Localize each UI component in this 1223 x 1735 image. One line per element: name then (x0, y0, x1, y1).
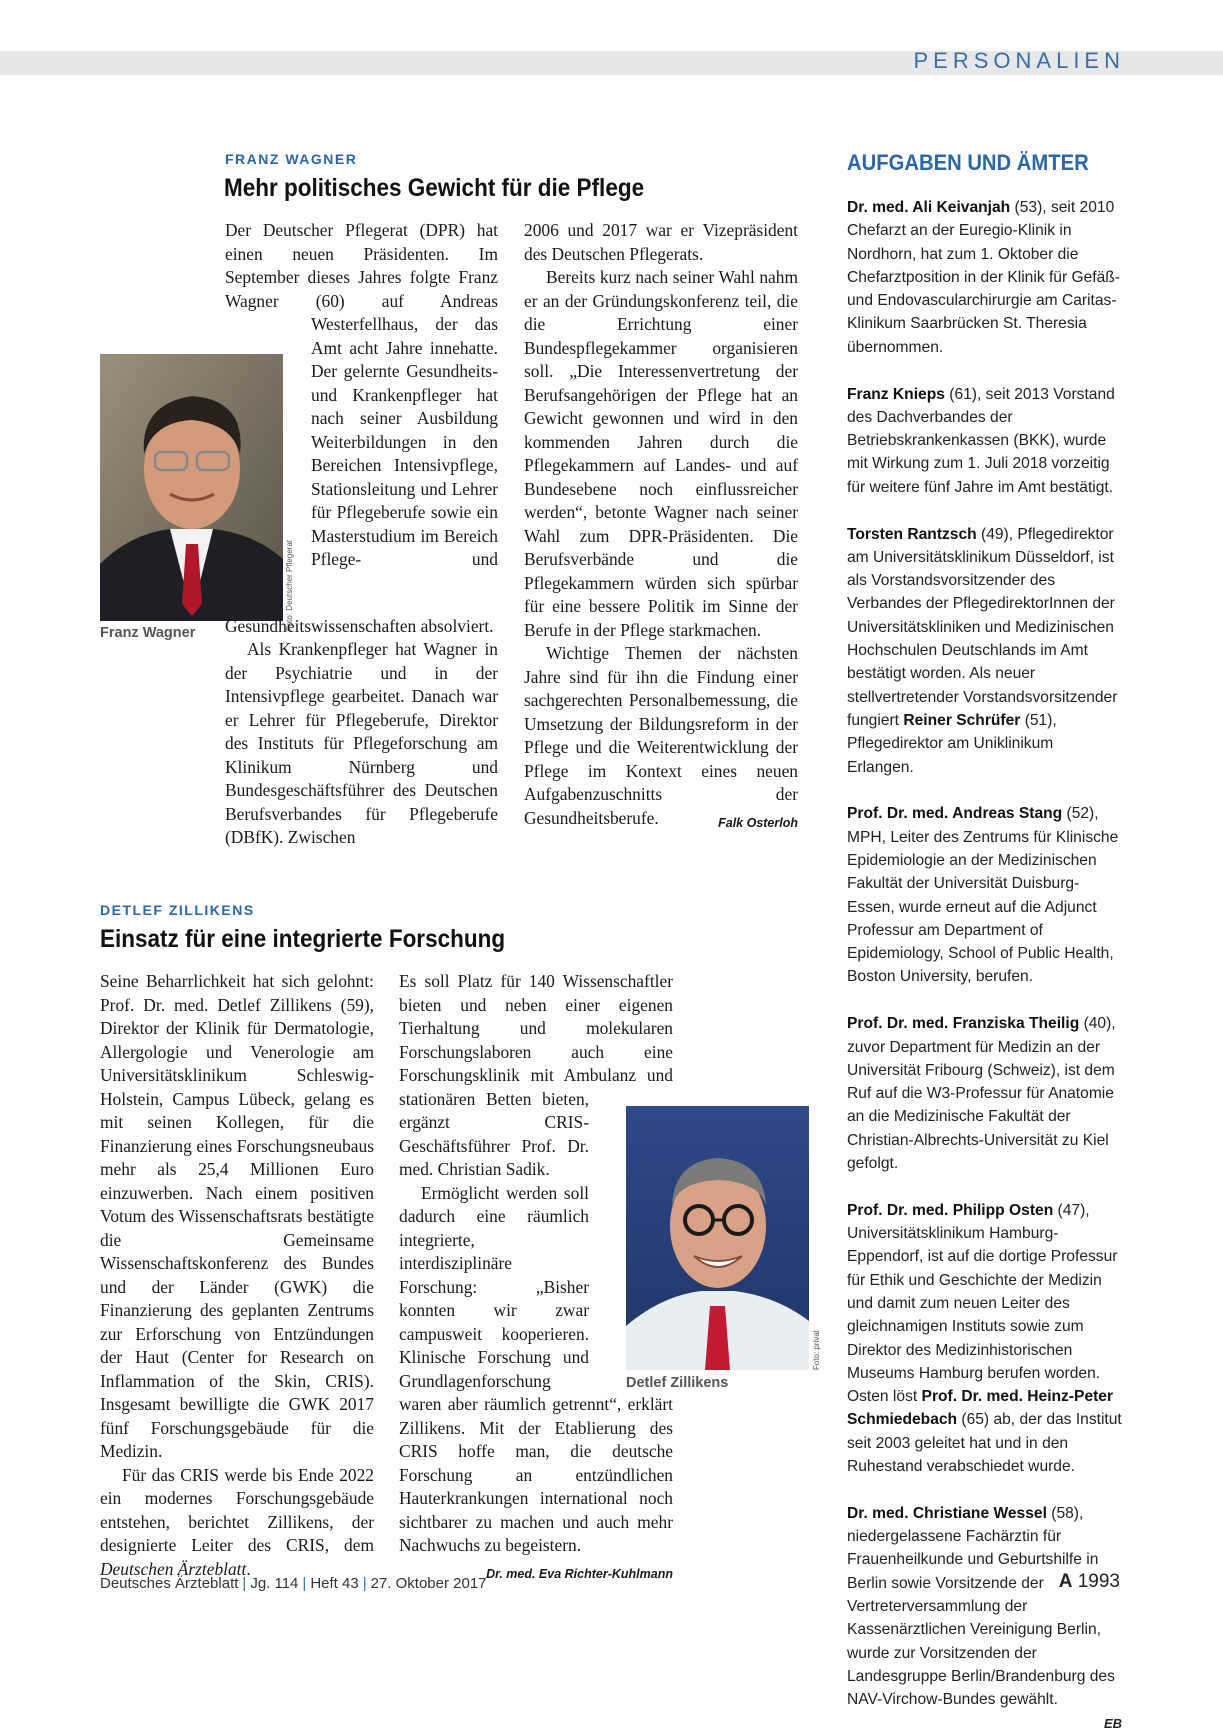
article1-paragraph (524, 642, 798, 830)
footer-date: 27. Oktober 2017 (370, 1575, 487, 1592)
footer-separator: | (302, 1575, 307, 1592)
article2-column-2 (399, 970, 673, 1586)
article1-paragraph: 2006 und 2017 war er Vizepräsident des Deutschen Pflegerats. (524, 220, 798, 264)
sidebar-entry (847, 196, 1122, 359)
sidebar-signature: EB (1103, 1715, 1122, 1731)
person-name: Franz Knieps (847, 385, 945, 403)
article1-paragraph: Der Deutscher Pflegerat (DPR) hat einen neuen Präsidenten. Im September dieses Jahres folgte Franz Wagner (60) auf Andreas Westerfellhaus, der das Amt acht Jahre innehatte. Der gelernte Gesundheits- und Krankenpfleger hat nach seiner Ausbildung Weiterbildungen in den Bereichen Intensivpflege, Stationsleitung und Lehrer für Pflegeberufe sowie ein Masterstudium im Bereich Pflege- und Gesundheitswissenschaften absolviert. (225, 220, 498, 636)
sidebar-entry (847, 1199, 1122, 1479)
person-name: Dr. med. Christiane Wessel (847, 1504, 1047, 1522)
person-name: Prof. Dr. med. Andreas Stang (847, 805, 1063, 823)
sidebar-list (847, 196, 1122, 1735)
entry-text: (58), niedergelassene Fachärztin für Frauenheilkunde und Geburtshilfe in Berlin sowie Vorsitzende der Vertreterversammlung der Kassenärztlichen Vereinigung Berlin, wurde zur Vorsitzenden der Landesgruppe Berlin/Brandenburg des NAV-Virchow-Bundes gewählt. (847, 1504, 1115, 1709)
sidebar-entry (847, 1502, 1122, 1731)
article2-photo-credit: Foto: privat (812, 1330, 821, 1371)
footer-separator: | (242, 1575, 247, 1592)
person-name: Prof. Dr. med. Philipp Osten (847, 1201, 1054, 1219)
article1-paragraph: Bereits kurz nach seiner Wahl nahm er an der Gründungskonferenz teil, die die Errichtung einer Bundespflegekammer organisieren soll. „Die Interessenvertretung der Berufsangehörigen der Pflege hat an Gewicht gewonnen und wird in den kommenden Jahren durch die Pflegekammern auf Landes- und auf Bundesebene noch einflussreicher werden“, betonte Wagner nach seiner Wahl zum DPR-Präsidenten. Die Berufsverbände und die Pflegekammern würden sich spürbar für eine bessere Politik im Sinne der Berufe in der Pflege starkmachen. (524, 267, 798, 640)
article1-photo-caption: Franz Wagner (100, 625, 196, 641)
article2-paragraph-italic: Deutschen Ärzteblatt (100, 1558, 247, 1579)
sidebar-heading: AUFGABEN UND ÄMTER (847, 150, 1089, 175)
footer-issue: Heft 43 (310, 1575, 359, 1592)
article2-paragraph-text: Für das CRIS werde bis Ende 2022 ein modernes Forschungsgebäude entstehen, berichtet Zillikens, der designierte Leiter des CRIS, dem (100, 1464, 374, 1555)
footer (100, 1575, 487, 1592)
sidebar-entry (847, 802, 1122, 988)
page-prefix: A (1058, 1571, 1073, 1592)
entry-text: (53), seit 2010 Chefarzt an der Euregio-Klinik in Nordhorn, hat zum 1. Oktober die Chefarztposition in der Klinik für Gefäß- und Endovascularchirurgie am Caritas-Klinikum Saarbrücken St. Theresia übernommen. (847, 199, 1121, 356)
page-number-value: 1993 (1077, 1571, 1120, 1592)
article2-paragraph (100, 1464, 374, 1582)
entry-text: (61), seit 2013 Vorstand des Dachverbandes der Betriebskrankenkassen (BKK), wurde mit Wirkung zum 1. Juli 2018 vorzeitig für weitere fünf Jahre im Amt bestätigt. (847, 385, 1115, 496)
person-name: Prof. Dr. med. Franziska Theilig (847, 1015, 1080, 1033)
footer-volume: Jg. 114 (250, 1575, 299, 1592)
article1-author: Falk Osterloh (718, 815, 798, 830)
article2-paragraph: Seine Beharrlichkeit hat sich gelohnt: Prof. Dr. med. Detlef Zillikens (59), Direktor der Klinik für Dermatologie, Allergologie und Venerologie am Universitätsklinikum Schleswig-Holstein, Campus Lübeck, gelang es mit seinen Kollegen, für die Finanzierung eines Forschungsneubaus mehr als 25,4 Millionen Euro einzuwerben. Nach einem positiven Votum des Wissenschaftsrats bestätigte die Gemeinsame Wissenschaftskonferenz des Bundes und der Länder (GWK) die Finanzierung des geplanten Zentrums zur Erforschung von Entzündungen der Haut (Center for Research on Inflammation of the Skin, CRIS). Insgesamt bewilligte die GWK 2017 fünf Forschungsgebäude für die Medizin. (100, 971, 374, 1461)
person-name: Torsten Rantzsch (847, 525, 977, 543)
section-label: PERSONALIEN (913, 48, 1125, 73)
article1-paragraph: Als Krankenpfleger hat Wagner in der Psychiatrie und in der Intensivpflege gearbeitet. Danach war er Lehrer für Pflegeberufe, Direktor des Instituts für Pflegeforschung am Klinikum Nürnberg und Bundesgeschäftsführer des Deutschen Berufsverbandes für Pflegeberufe (DBfK). Zwischen (225, 639, 498, 847)
sidebar-entry (847, 1012, 1122, 1175)
article1-kicker: FRANZ WAGNER (225, 151, 358, 167)
entry-text: (52), MPH, Leiter des Zentrums für Klinische Epidemiologie an der Medizinischen Fakultät der Universität Duisburg-Essen, wurde erneut auf die Adjunct Professur am Department of Epidemiology, School of Public Health, Boston University, berufen. (847, 805, 1119, 986)
person-name: Prof. Dr. med. Heinz-Peter Schmiedebach (847, 1388, 1114, 1429)
article1-column-1 (225, 219, 498, 850)
article2-paragraph-end: . (246, 1558, 251, 1579)
article2-paragraph: Es soll Platz für 140 Wissenschaftler bieten und neben einer eigenen Tierhaltung und molekularen Forschungslaboren auch eine Forschungsklinik mit Ambulanz und stationären Betten bieten, ergänzt CRIS-Geschäftsführer Prof. Dr. med. Christian Sadik. (399, 971, 673, 1179)
article1-photo-credit: Foto: Deutscher Pflegerat (285, 540, 294, 632)
entry-text: (47), Universitätsklinikum Hamburg-Eppendorf, ist auf die dortige Professur für Ethik und Geschichte der Medizin und damit zum neuen Leiter des gleichnamigen Instituts sowie zum Direktor des Medizinhistorischen Museums Hamburg berufen worden. Osten löst (847, 1201, 1118, 1406)
article1-headline: Mehr politisches Gewicht für die Pflege (224, 174, 645, 202)
article2-author: Dr. med. Eva Richter-Kuhlmann (486, 1566, 673, 1581)
footer-separator: | (362, 1575, 367, 1592)
page-number (1059, 1571, 1120, 1593)
entry-text: (49), Pflegedirektor am Universitätsklinikum Düsseldorf, ist als Vorstandsvorsitzender des Verbandes der PflegedirektorInnen der Universitätskliniken und Medizinischen Hochschulen Deutschlands im Amt bestätigt worden. Als neuer stellvertretender Vorstandsvorsitzender fungiert (847, 525, 1118, 729)
sidebar-entry (847, 523, 1122, 779)
article2-paragraph-text: Ermöglicht werden soll dadurch eine räumlich integrierte, interdisziplinäre Forschung: „Bisher konnten wir zwar campusweit kooperieren. Klinische Forschung und Grundlagenforschung waren aber räumlich getrennt“, erklärt Zillikens. Mit der Etablierung des CRIS hoffe man, die deutsche Forschung an entzündlichen Hauterkrankungen international noch sichtbarer zu machen und auch mehr Nachwuchs zu begeistern. (399, 1182, 673, 1555)
article2-photo-caption: Detlef Zillikens (626, 1375, 729, 1391)
person-name: Dr. med. Ali Keivanjah (847, 199, 1011, 216)
person-name: Reiner Schrüfer (903, 711, 1021, 729)
article1-column-2 (524, 219, 798, 835)
footer-publication: Deutsches Ärzteblatt (100, 1575, 239, 1592)
entry-text: (51), Pflegedirektor am Uniklinikum Erlangen. (847, 711, 1057, 776)
article2-kicker: DETLEF ZILLIKENS (100, 902, 255, 918)
entry-text: (65) ab, der das Institut seit 2003 geleitet hat und in den Ruhestand verabschiedet wurde. (847, 1411, 1122, 1476)
sidebar-entry (847, 383, 1122, 499)
article1-paragraph-text: Wichtige Themen der nächsten Jahre sind für ihn die Findung einer sachgerechten Personalbemessung, die Umsetzung der Bildungsreform in der Pflege und die Weiterentwicklung der Pflege im Kontext eines neuen Aufgabenzuschnitts der Gesundheitsberufe. (524, 643, 798, 828)
article2-headline: Einsatz für eine integrierte Forschung (100, 925, 506, 953)
article2-column-1 (100, 970, 374, 1581)
entry-text: (40), zuvor Department für Medizin an der Universität Fribourg (Schweiz), ist dem Ruf auf die W3-Professur für Anatomie an die Medizinische Fakultät der Christian-Albrechts-Universität zu Kiel gefolgt. (847, 1015, 1116, 1172)
